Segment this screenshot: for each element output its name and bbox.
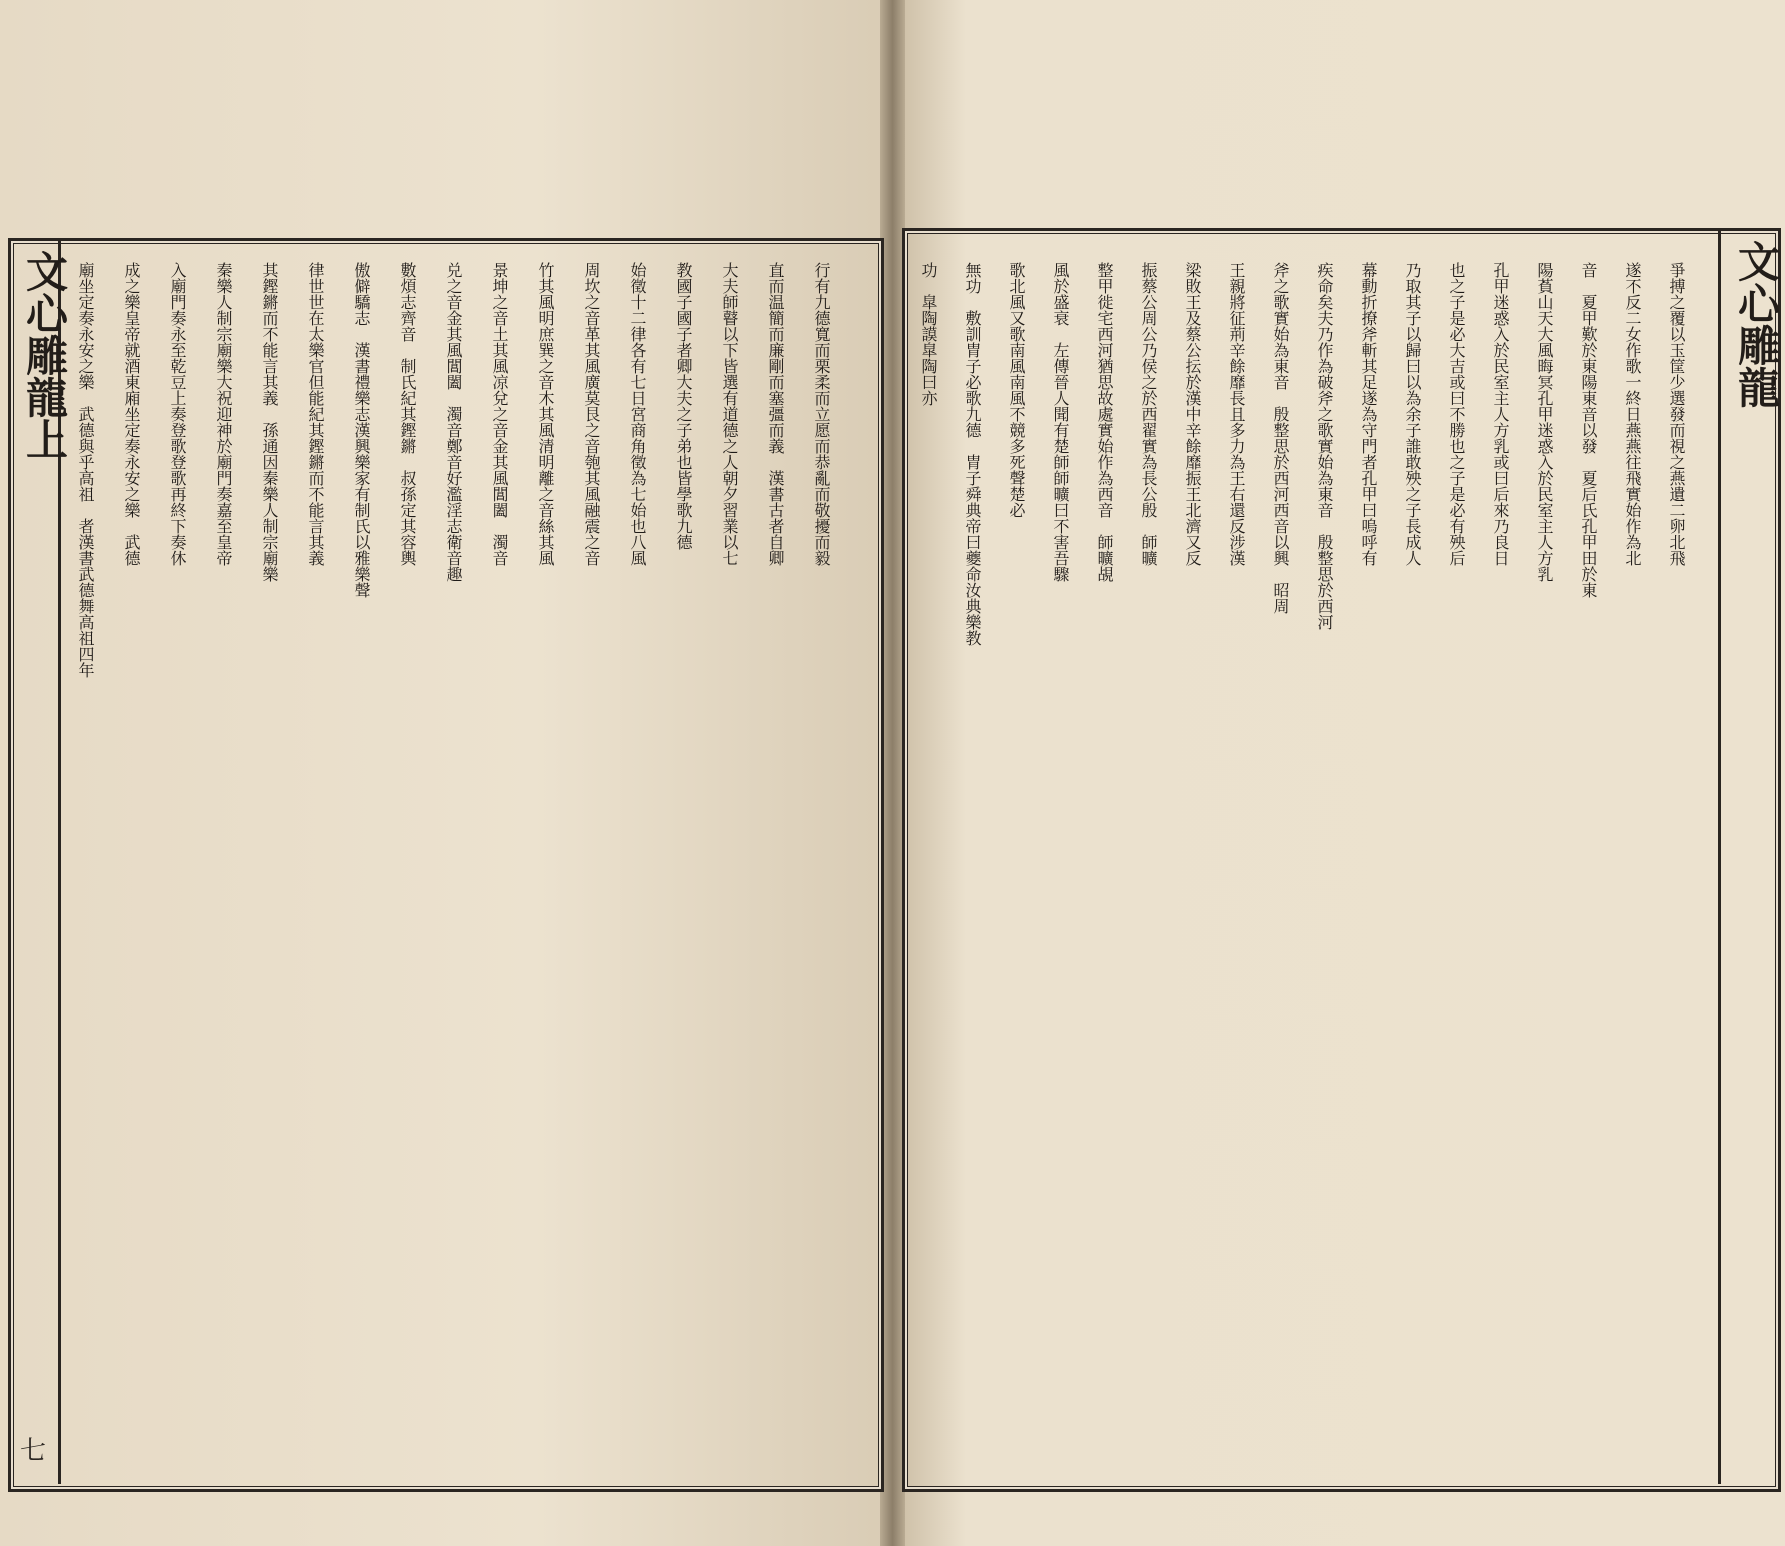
- right-page-column-16: 歌北風又歌南風南風不競多死聲楚必: [1007, 262, 1026, 518]
- left-page-column-7: 竹其風明庶巽之音木其風清明離之音絲其風: [536, 262, 555, 566]
- right-page-header: 文心雕龍: [1732, 240, 1781, 408]
- right-page-column-6: 也之子是必大吉或曰不勝也之子是必有殃后: [1447, 262, 1466, 566]
- right-page-column-13: 振蔡公周公乃侯之於西翟實為長公殷 師曠: [1139, 262, 1158, 566]
- right-page-column-5: 孔甲迷惑入於民室主人方乳或曰后來乃良日: [1491, 262, 1510, 566]
- left-page-column-11: 傲僻驕志 漢書禮樂志漢興樂家有制氏以雅樂聲: [352, 262, 371, 598]
- left-page-column-16: 成之樂皇帝就酒東廂坐定奏永安之樂 武德: [122, 262, 141, 566]
- left-page-column-10: 數煩志齊音 制氏紀其鏗鏘 叔孫定其容輿: [398, 262, 417, 566]
- right-page-column-3: 音 夏甲歎於東陽東音以發 夏后氏孔甲田於東: [1579, 262, 1598, 598]
- right-page-frame: [902, 228, 1781, 1492]
- left-page-column-6: 周坎之音革其風廣莫艮之音匏其風融震之音: [582, 262, 601, 566]
- left-page-column-12: 律世世在太樂官但能紀其鏗鏘而不能言其義: [306, 262, 325, 566]
- right-margin-rule: [1718, 230, 1721, 1484]
- right-page-column-14: 整甲徙宅西河猶思故處實始作為西音 師曠覘: [1095, 262, 1114, 582]
- left-page-column-4: 教國子國子者卿大夫之子弟也皆學歌九德: [674, 262, 693, 550]
- left-page-column-2: 直而温簡而廉剛而塞彊而義 漢書古者自卿: [766, 262, 785, 566]
- left-page-column-3: 大夫師瞽以下皆選有道德之人朝夕習業以七: [720, 262, 739, 566]
- left-page-column-1: 行有九德寬而栗柔而立愿而恭亂而敬擾而毅: [812, 262, 831, 566]
- right-page-column-1: 爭搏之覆以玉筐少選發而視之燕遺二卵北飛: [1667, 262, 1686, 566]
- right-page-column-11: 王親將征荊辛餘靡長且多力為王右還反涉漢: [1227, 262, 1246, 566]
- right-page-column-15: 風於盛衰 左傳晉人聞有楚師師曠曰不害吾驟: [1051, 262, 1070, 582]
- right-page-column-10: 斧之歌實始為東音 殷整思於西河西音以興 昭周: [1271, 262, 1290, 614]
- left-page-number: 七: [20, 1436, 47, 1466]
- left-page-column-8: 景坤之音土其風凉兌之音金其風閶闔 濁音: [490, 262, 509, 566]
- right-page-column-8: 幕動折撩斧斬其足遂為守門者孔甲曰嗚呼有: [1359, 262, 1378, 566]
- right-page-column-2: 遂不反二女作歌一終日燕燕往飛實始作為北: [1623, 262, 1642, 566]
- right-page-column-17: 無功 敷訓胄子必歌九德 胄子舜典帝曰夔命汝典樂教: [963, 262, 982, 646]
- left-page-header: 文心雕龍上: [20, 250, 69, 460]
- right-page-column-9: 疾命矣夫乃作為破斧之歌實始為東音 殷整思於西河: [1315, 262, 1334, 630]
- right-page-column-12: 梁敗王及蔡公抎於漢中辛餘靡振王北濟又反: [1183, 262, 1202, 566]
- left-page-column-5: 始徵十二律各有七日宮商角徵為七始也八風: [628, 262, 647, 566]
- left-page-column-15: 入廟門奏永至乾豆上奏登歌登歌再終下奏休: [168, 262, 187, 566]
- right-page-column-4: 陽萯山天大風晦冥孔甲迷惑入於民室主人方乳: [1535, 262, 1554, 582]
- right-page-column-18: 功 皐陶謨皐陶曰亦: [919, 262, 938, 406]
- left-page-column-17: 廟坐定奏永安之樂 武德與乎高祖 者漢書武德舞高祖四年: [76, 262, 95, 678]
- right-page-column-7: 乃取其子以歸曰以為余子誰敢殃之子長成人: [1403, 262, 1422, 566]
- left-page-column-13: 其鏗鏘而不能言其義 孫通因秦樂人制宗廟樂: [260, 262, 279, 582]
- left-page-column-9: 兑之音金其風閶闔 濁音鄭音好濫淫志衛音趣: [444, 262, 463, 582]
- left-page-column-14: 秦樂人制宗廟樂大祝迎神於廟門奏嘉至皇帝: [214, 262, 233, 566]
